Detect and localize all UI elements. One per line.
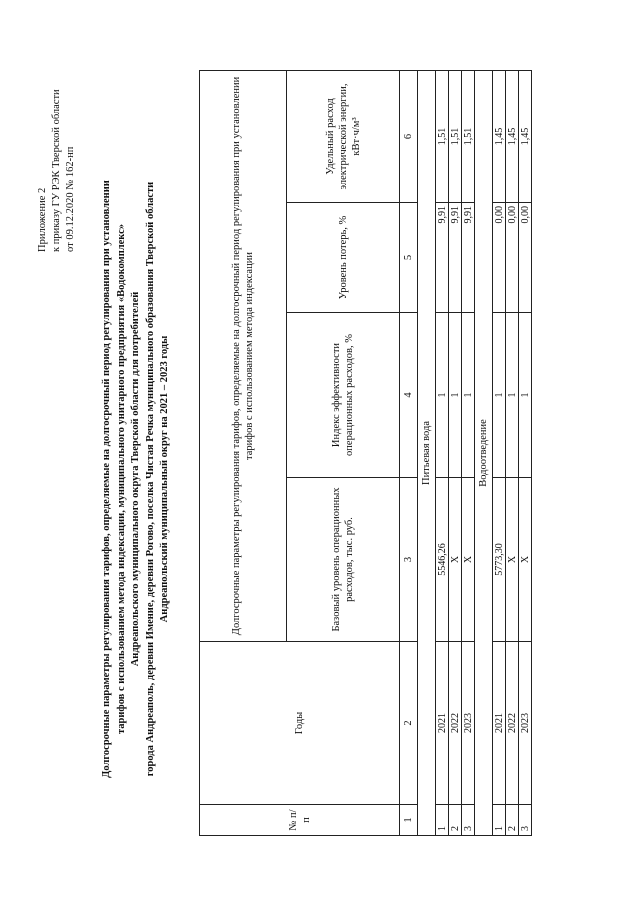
header-energy-rate: Удельный расход электрической энергии, кВт·ч/м³ [287,71,400,203]
cell-efficiency-index: 1 [462,313,475,478]
column-number: 3 [400,478,418,642]
cell-year: 2022 [506,642,519,805]
cell-efficiency-index: 1 [436,313,449,478]
table-row [462,71,475,836]
cell-year: 2023 [519,642,532,805]
cell-energy-rate: 1,45 [506,71,519,203]
cell-loss-level: 0,00 [493,203,506,313]
cell-loss-level: 9,91 [436,203,449,313]
title-line-1: Долгосрочные параметры регулирования тарифов, определяемые на долгосрочный период регулирования при установлении [101,180,112,778]
cell-efficiency-index: 1 [449,313,462,478]
header-years: Годы [200,642,400,805]
section-title: Питьевая вода [418,71,436,836]
column-number: 5 [400,203,418,313]
table-row [436,71,449,836]
cell-num: 1 [436,805,449,836]
column-number: 1 [400,805,418,836]
cell-year: 2023 [462,642,475,805]
tariff-parameters-table [199,70,532,836]
column-number: 2 [400,642,418,805]
document-title [100,84,173,874]
cell-num: 1 [493,805,506,836]
table-row [493,71,506,836]
cell-energy-rate: 1,45 [519,71,532,203]
cell-base-opex: X [519,478,532,642]
header-num: № п/п [200,805,400,836]
header-loss-level: Уровень потерь, % [287,203,400,313]
cell-energy-rate: 1,51 [449,71,462,203]
cell-num: 3 [462,805,475,836]
cell-year: 2021 [493,642,506,805]
section-title: Водоотведение [475,71,493,836]
annex-line-1: Приложение 2 [37,187,48,252]
cell-efficiency-index: 1 [506,313,519,478]
column-number: 4 [400,313,418,478]
cell-efficiency-index: 1 [493,313,506,478]
cell-energy-rate: 1,51 [462,71,475,203]
cell-energy-rate: 1,45 [493,71,506,203]
title-line-2: тарифов с использованием метода индексации, муниципального унитарного предприятия «Водокомплекс» [115,224,127,734]
cell-num: 3 [519,805,532,836]
title-line-5: Андреапольский муниципальный округ на 2021 – 2023 годы [159,335,170,623]
header-group: Долгосрочные параметры регулирования тарифов, определяемые на долгосрочный период регулирования при установлении тарифов с использованием метода индексации [200,71,287,642]
annex-line-2: к приказу ГУ РЭК Тверской области [51,89,62,252]
cell-base-opex: X [506,478,519,642]
cell-energy-rate: 1,51 [436,71,449,203]
title-line-4: города Андреаполь, деревни Имение, деревни Рогово, поселка Чистая Речка муниципального образования Тверской области [144,181,156,777]
header-efficiency-index: Индекс эффективности операционных расходов, % [287,313,400,478]
table-row [519,71,532,836]
table-row [449,71,462,836]
header-base-opex: Базовый уровень операционных расходов, тыс. руб. [287,478,400,642]
cell-loss-level: 9,91 [449,203,462,313]
cell-efficiency-index: 1 [519,313,532,478]
cell-num: 2 [506,805,519,836]
cell-base-opex: 5773,30 [493,478,506,642]
table-row [506,71,519,836]
section-header-drinking-water [418,71,436,836]
cell-loss-level: 9,91 [462,203,475,313]
cell-loss-level: 0,00 [519,203,532,313]
cell-num: 2 [449,805,462,836]
title-line-3: Андреапольского муниципального округа Тверской области для потребителей [130,291,141,667]
annex-header [36,52,78,252]
cell-base-opex: 5546,26 [436,478,449,642]
cell-base-opex: X [462,478,475,642]
header-row-1 [200,71,287,836]
cell-year: 2021 [436,642,449,805]
cell-year: 2022 [449,642,462,805]
column-number: 6 [400,71,418,203]
annex-line-3: от 09.12.2020 № 162-нп [65,146,76,252]
cell-loss-level: 0,00 [506,203,519,313]
section-header-wastewater [475,71,493,836]
cell-base-opex: X [449,478,462,642]
column-number-row [400,71,418,836]
